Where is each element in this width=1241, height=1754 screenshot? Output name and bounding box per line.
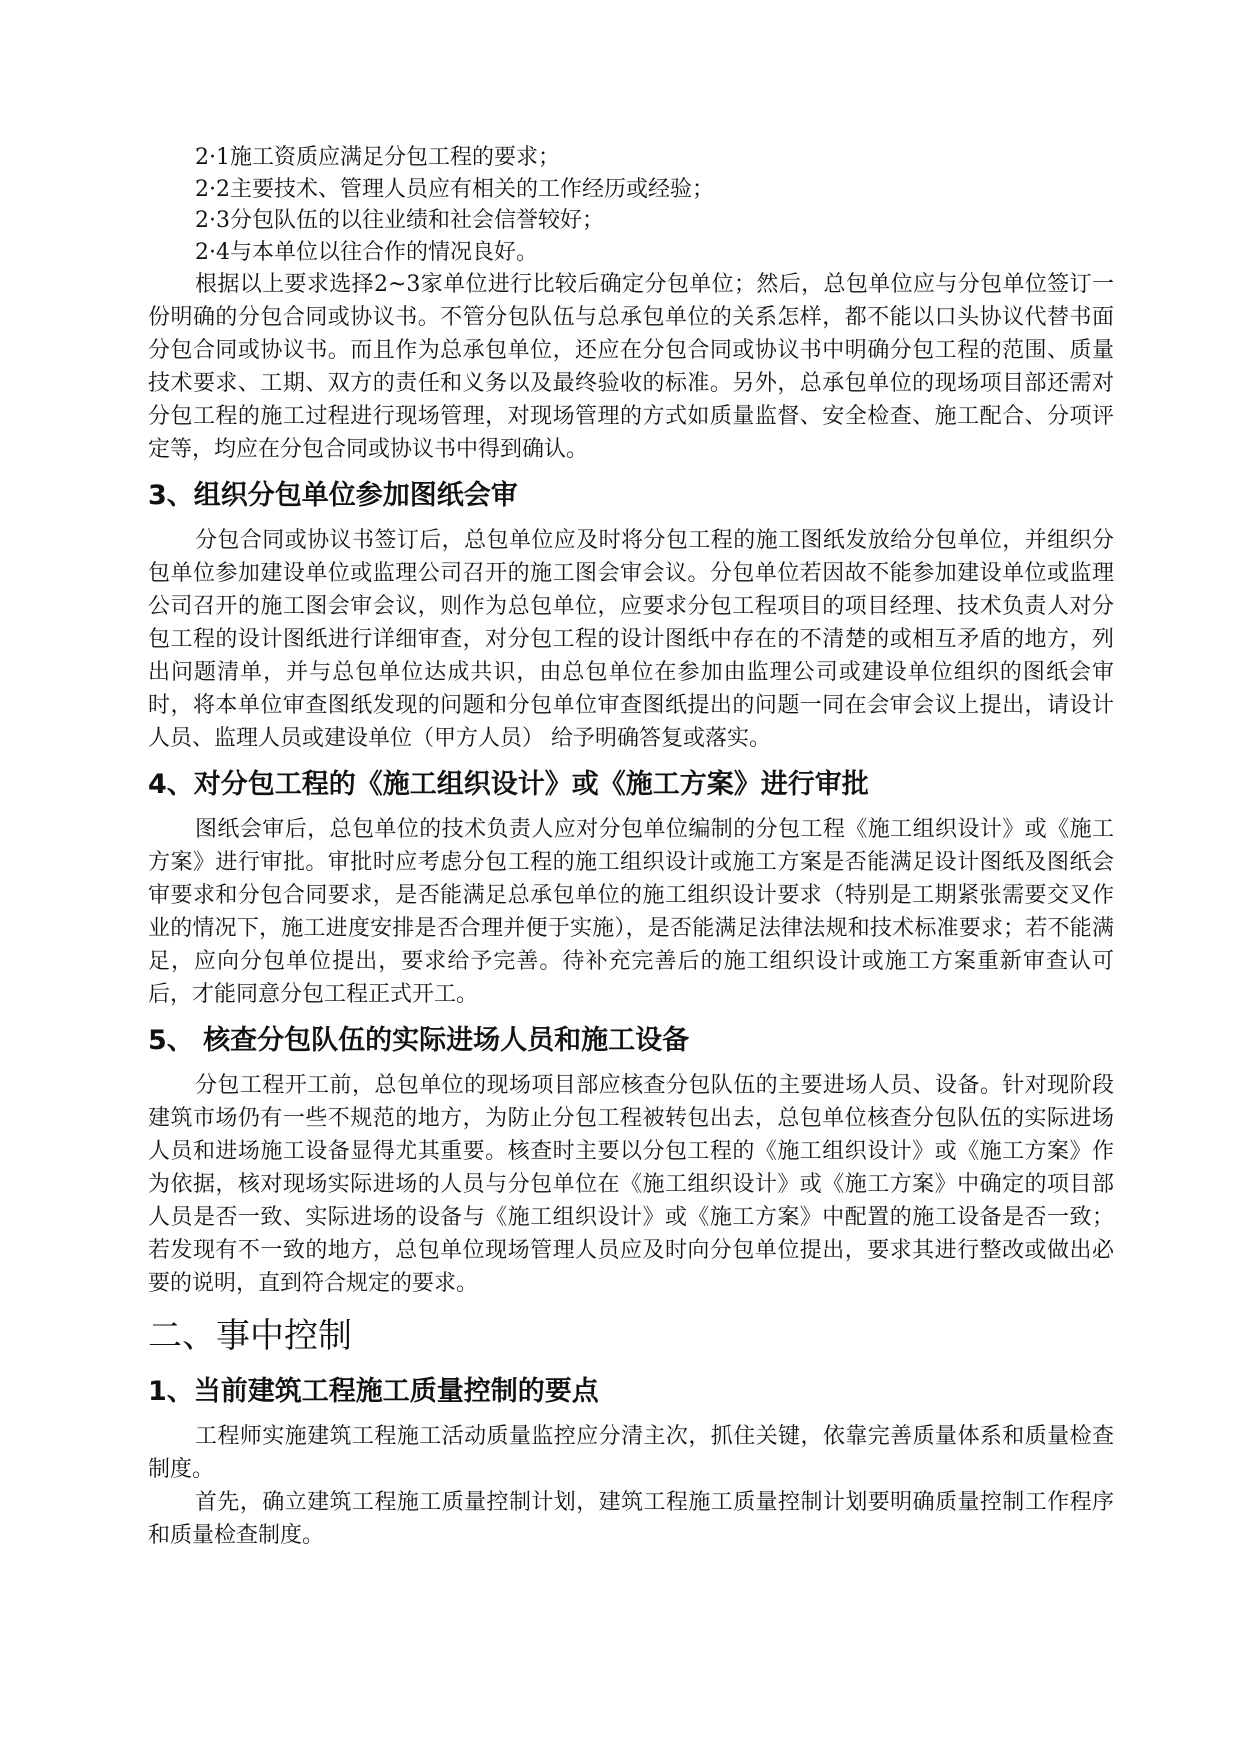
section-2-1-heading: 1、当前建筑工程施工质量控制的要点 [148, 1376, 599, 1407]
requirement-item-2: 2·2主要技术、管理人员应有相关的工作经历或经验； [195, 176, 714, 202]
document-page [148, 142, 1114, 1552]
requirement-item-1: 2·1施工资质应满足分包工程的要求； [195, 145, 560, 170]
section-2-1-paragraph-2: 首先，确立建筑工程施工质量控制计划，建筑工程施工质量控制计划要明确质量控制工作程序和质量检查制度。 [148, 1490, 1114, 1548]
section-3-paragraph: 分包合同或协议书签订后，总包单位应及时将分包工程的施工图纸发放给分包单位，并组织分包单位参加建设单位或监理公司召开的施工图会审会议。分包单位若因故不能参加建设单位或监理公司召开的施工图会审会议，则作为总包单位，应要求分包工程项目的项目经理、技术负责人对分包工程的设计图纸进行详细审查，对分包工程的设计图纸中存在的不清楚的或相互矛盾的地方，列出问题清单，并与总包单位达成共识，由总包单位在参加由监理公司或建设单位组织的图纸会审时，将本单位审查图纸发现的问题和分包单位审查图纸提出的问题一同在会审会议上提出，请设计人员、监理人员或建设单位（甲方人员） 给予明确答复或落实。 [148, 528, 1114, 751]
requirement-item-3: 2·3分包队伍的以往业绩和社会信誉较好； [195, 208, 604, 233]
section-2-1-paragraph-1: 工程师实施建筑工程施工活动质量监控应分清主次，抓住关键，依靠完善质量体系和质量检查制度。 [148, 1424, 1114, 1482]
requirement-item-4: 2·4与本单位以往合作的情况良好。 [195, 239, 538, 265]
section-5-heading: 5、 核查分包队伍的实际进场人员和施工设备 [148, 1025, 690, 1056]
section-4-paragraph: 图纸会审后，总包单位的技术负责人应对分包单位编制的分包工程《施工组织设计》或《施工方案》进行审批。审批时应考虑分包工程的施工组织设计或施工方案是否能满足设计图纸及图纸会审要求和分包合同要求，是否能满足总承包单位的施工组织设计要求（特别是工期紧张需要交叉作业的情况下，施工进度安排是否合理并便于实施），是否能满足法律法规和技术标准要求；若不能满足，应向分包单位提出，要求给予完善。待补充完善后的施工组织设计或施工方案重新审查认可后，才能同意分包工程正式开工。 [148, 817, 1114, 1007]
chapter-2-heading: 二、事中控制 [148, 1316, 352, 1356]
section-3-heading: 3、组织分包单位参加图纸会审 [148, 480, 518, 511]
selection-paragraph: 根据以上要求选择2~3家单位进行比较后确定分包单位；然后，总包单位应与分包单位签订一份明确的分包合同或协议书。不管分包队伍与总承包单位的关系怎样，都不能以口头协议代替书面分包合同或协议书。而且作为总承包单位，还应在分包合同或协议书中明确分包工程的范围、质量技术要求、工期、双方的责任和义务以及最终验收的标准。另外，总承包单位的现场项目部还需对分包工程的施工过程进行现场管理，对现场管理的方式如质量监督、安全检查、施工配合、分项评定等，均应在分包合同或协议书中得到确认。 [148, 272, 1114, 462]
section-4-heading: 4、对分包工程的《施工组织设计》或《施工方案》进行审批 [148, 769, 869, 800]
section-5-paragraph: 分包工程开工前，总包单位的现场项目部应核查分包队伍的主要进场人员、设备。针对现阶段建筑市场仍有一些不规范的地方，为防止分包工程被转包出去，总包单位核查分包队伍的实际进场人员和进场施工设备显得尤其重要。核查时主要以分包工程的《施工组织设计》或《施工方案》作为依据，核对现场实际进场的人员与分包单位在《施工组织设计》或《施工方案》中确定的项目部人员是否一致、实际进场的设备与《施工组织设计》或《施工方案》中配置的施工设备是否一致；若发现有不一致的地方，总包单位现场管理人员应及时向分包单位提出，要求其进行整改或做出必要的说明，直到符合规定的要求。 [148, 1073, 1114, 1296]
